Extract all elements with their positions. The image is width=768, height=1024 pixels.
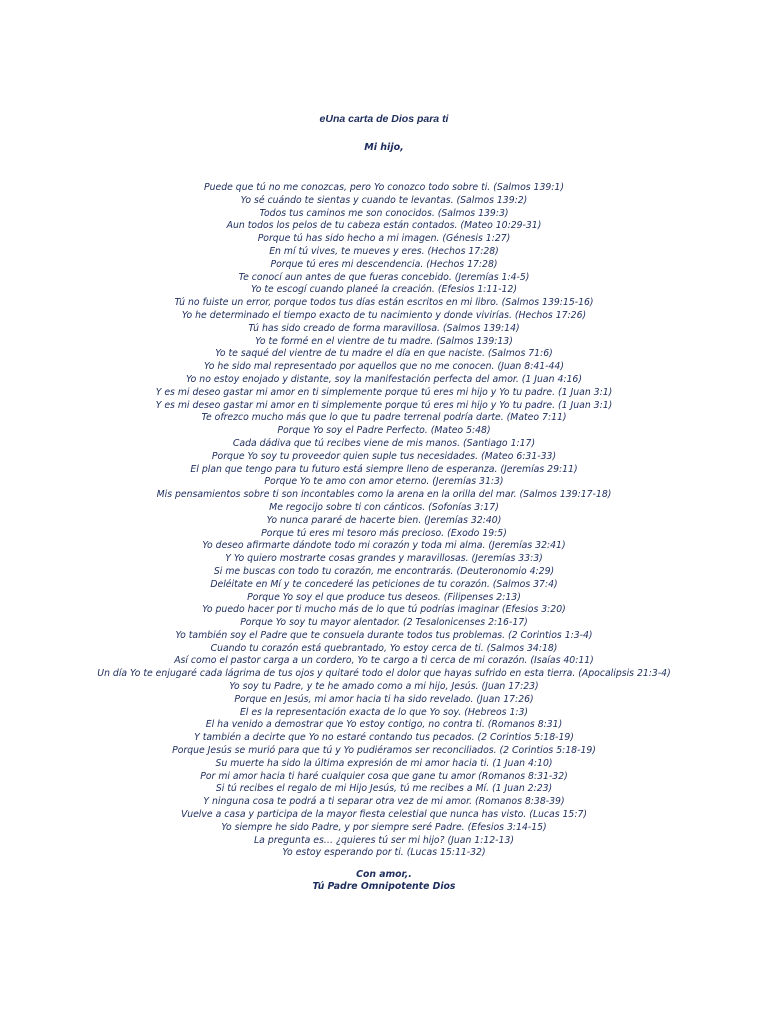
letter-line: Tú no fuiste un error, porque todos tus días están escritos en mi libro. (Salmos 139:15-16)	[174, 297, 594, 309]
letter-line: El plan que tengo para tu futuro está siempre lleno de esperanza. (Jeremías 29:11)	[190, 463, 578, 475]
letter-line: Deléitate en Mí y te concederé las peticiones de tu corazón. (Salmos 37:4)	[210, 578, 558, 590]
letter-line: Yo he sido mal representado por aquellos que no me conocen. (Juan 8:41-44)	[204, 361, 564, 373]
letter-signature: Tú Padre Omnipotente Dios	[312, 881, 456, 892]
letter-line: Por mi amor hacia ti haré cualquier cosa que gane tu amor (Romanos 8:31-32)	[200, 770, 568, 782]
letter-line: Yo deseo afirmarte dándote todo mi corazón y toda mi alma. (Jeremías 32:41)	[202, 540, 566, 552]
letter-body	[0, 182, 768, 860]
letter-line: Yo siempre he sido Padre, y por siempre seré Padre. (Efesios 3:14-15)	[221, 821, 547, 833]
letter-line: Porque tú eres mi tesoro más precioso. (Éxodo 19:5)	[261, 527, 507, 539]
letter-line: Yo no estoy enojado y distante, soy la manifestación perfecta del amor. (1 Juan 4:16)	[186, 373, 582, 385]
letter-line: Todos tus caminos me son conocidos. (Salmos 139:3)	[259, 207, 509, 219]
letter-line: La pregunta es… ¿quieres tú ser mi hijo? (Juan 1:12-13)	[253, 834, 514, 846]
letter-line: Yo sé cuándo te sientas y cuando te levantas. (Salmos 139:2)	[240, 194, 528, 206]
letter-line: Puede que tú no me conozcas, pero Yo conozco todo sobre ti. (Salmos 139:1)	[204, 182, 564, 193]
letter-line: Porque Jesús se murió para que tú y Yo pudiéramos ser reconciliados. (2 Corintios 5:18-19)	[172, 745, 596, 757]
letter-line: Él ha venido a demostrar que Yo estoy contigo, no contra ti. (Romanos 8:31)	[205, 719, 563, 731]
letter-line: Me regocijo sobre ti con cánticos. (Sofonías 3:17)	[269, 501, 499, 513]
letter-line: Y ninguna cosa te podrá a ti separar otra vez de mi amor. (Romanos 8:38-39)	[203, 796, 565, 808]
letter-line: Yo nunca pararé de hacerte bien. (Jeremías 32:40)	[266, 514, 502, 526]
letter-line: Yo estoy esperando por ti. (Lucas 15:11-32)	[282, 847, 486, 859]
letter-line: Porque Yo soy tu proveedor quien suple tus necesidades. (Mateo 6:31-33)	[211, 450, 557, 462]
letter-line: Porque tú has sido hecho a mi imagen. (Génesis 1:27)	[257, 233, 511, 245]
letter-line: Yo te formé en el vientre de tu madre. (Salmos 139:13)	[255, 335, 513, 347]
letter-line: Yo también soy el Padre que te consuela durante todos tus problemas. (2 Corintios 1:3-4)	[175, 629, 593, 641]
letter-line: Cada dádiva que tú recibes viene de mis manos. (Santiago 1:17)	[232, 437, 536, 449]
letter-line: Te conocí aun antes de que fueras concebido. (Jeremías 1:4-5)	[238, 271, 530, 283]
letter-line: Porque tú eres mi descendencia. (Hechos 17:28)	[270, 258, 498, 270]
letter-line: Él es la representación exacta de lo que Yo soy. (Hebreos 1:3)	[239, 706, 529, 718]
letter-line: Yo soy tu Padre, y te he amado como a mi hijo, Jesús. (Juan 17:23)	[229, 681, 539, 693]
letter-line: Yo te saqué del vientre de tu madre el día en que naciste. (Salmos 71:6)	[215, 348, 553, 360]
letter-line: Porque Yo soy el que produce tus deseos. (Filipenses 2:13)	[247, 591, 521, 603]
letter-line: Porque en Jesús, mi amor hacia ti ha sido revelado. (Juan 17:26)	[234, 693, 534, 705]
letter-line: Aun todos los pelos de tu cabeza están contados. (Mateo 10:29-31)	[226, 220, 542, 232]
letter-line: Mis pensamientos sobre ti son incontables como la arena en la orilla del mar. (Salmos 139:17-18)	[156, 489, 612, 501]
letter-line: Yo te escogí cuando planeé la creación. (Efesios 1:11-12)	[251, 284, 517, 296]
letter-line: Si me buscas con todo tu corazón, me encontrarás. (Deuteronomio 4:29)	[213, 565, 555, 577]
letter-line: Te ofrezco mucho más que lo que tu padre terrenal podría darte. (Mateo 7:11)	[201, 412, 567, 424]
letter-line: Y también a decirte que Yo no estaré contando tus pecados. (2 Corintios 5:18-19)	[194, 732, 574, 744]
letter-line: Yo he determinado el tiempo exacto de tu nacimiento y donde vivirías. (Hechos 17:26)	[181, 309, 587, 321]
letter-line: Y Yo quiero mostrarte cosas grandes y maravillosas. (Jeremías 33:3)	[225, 553, 543, 565]
letter-line: Porque Yo te amo con amor eterno. (Jeremías 31:3)	[264, 476, 504, 488]
letter-line: Y es mi deseo gastar mi amor en ti simplemente porque tú eres mi hijo y Yo tu padre. (1 Juan 3:1)	[155, 386, 613, 398]
letter-greeting: Mi hijo,	[364, 142, 404, 153]
letter-line: Porque Yo soy el Padre Perfecto. (Mateo 5:48)	[277, 425, 491, 437]
letter-line: Si tú recibes el regalo de mi Hijo Jesús, tú me recibes a Mí. (1 Juan 2:23)	[215, 783, 553, 795]
letter-line: Su muerte ha sido la última expresión de mi amor hacia ti. (1 Juan 4:10)	[215, 757, 553, 769]
letter-line: Un día Yo te enjugaré cada lágrima de tus ojos y quitaré todo el dolor que hayas sufrido en esta tierra. (Apocalipsis 21:3-4)	[97, 668, 671, 680]
letter-signoff: Con amor,.	[356, 869, 412, 880]
letter-line: Y es mi deseo gastar mi amor en ti simplemente porque tú eres mi hijo y Yo tu padre. (1 Juan 3:1)	[155, 399, 613, 411]
letter-line: Vuelve a casa y participa de la mayor fiesta celestial que nunca has visto. (Lucas 15:7)	[181, 809, 587, 821]
letter-line: Así como el pastor carga a un cordero, Yo te cargo a ti cerca de mi corazón. (Isaías 40:11)	[174, 655, 594, 667]
document-title: eUna carta de Dios para ti	[319, 113, 449, 125]
letter-line: Tú has sido creado de forma maravillosa. (Salmos 139:14)	[248, 322, 520, 334]
letter-line: Porque Yo soy tu mayor alentador. (2 Tesalonicenses 2:16-17)	[240, 617, 528, 629]
letter-line: Yo puedo hacer por ti mucho más de lo que tú podrías imaginar (Efesios 3:20)	[202, 604, 566, 616]
letter-line: En mí tú vives, te mueves y eres. (Hechos 17:28)	[269, 245, 499, 257]
letter-line: Cuando tu corazón está quebrantado, Yo estoy cerca de ti. (Salmos 34:18)	[210, 642, 558, 654]
